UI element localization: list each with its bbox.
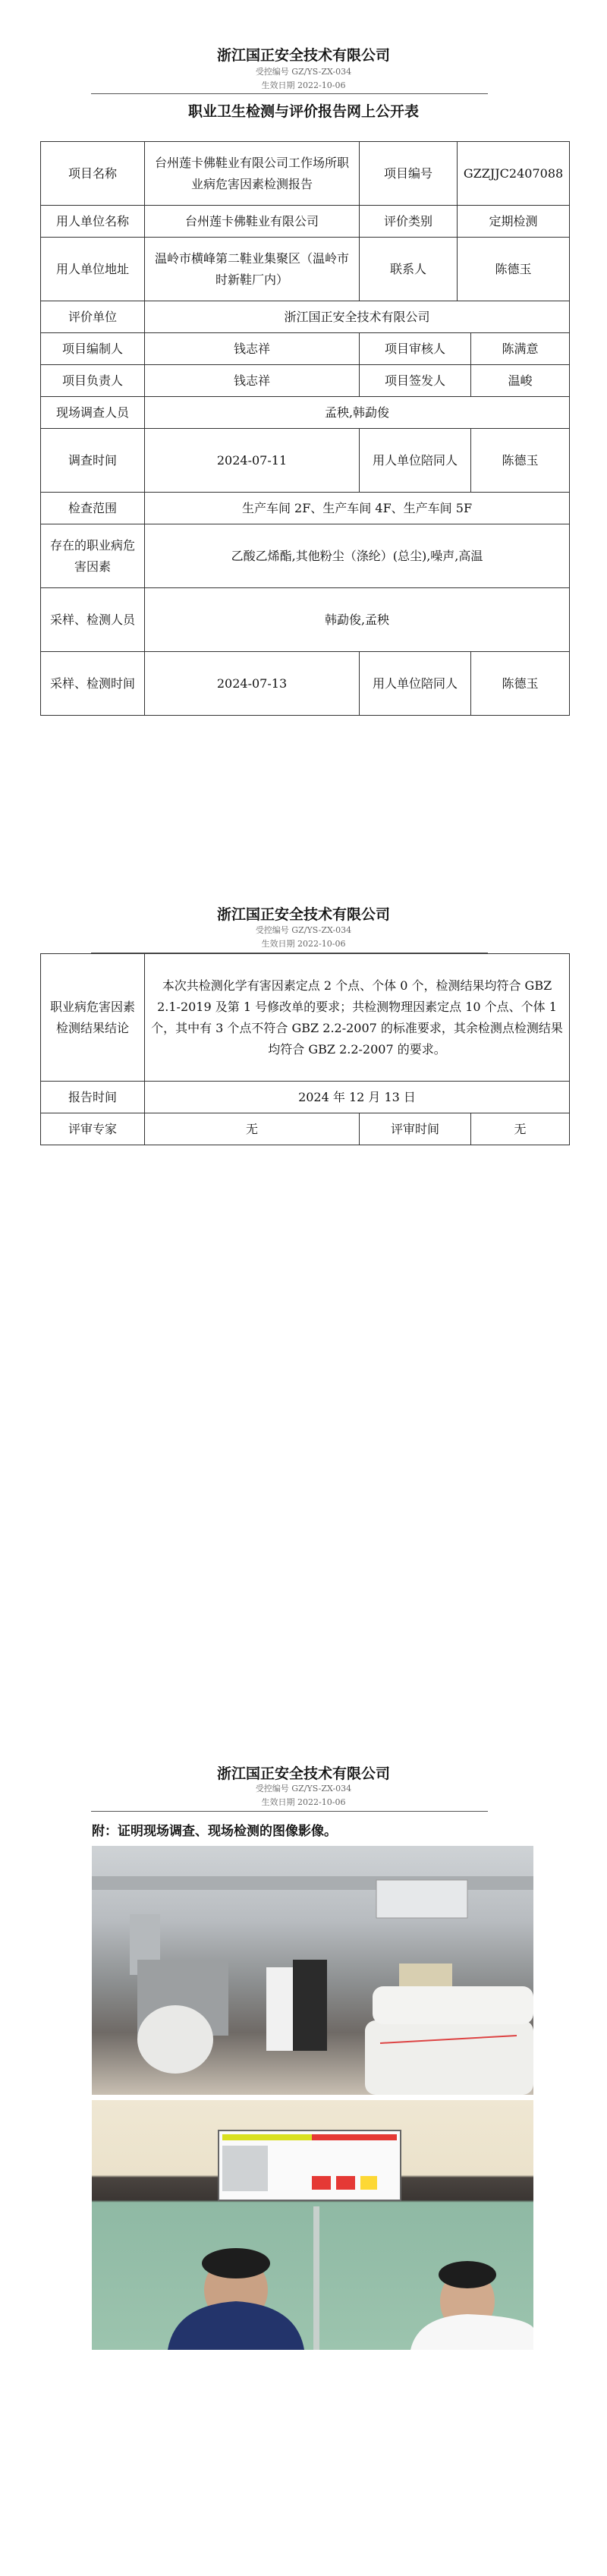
header-divider xyxy=(91,1811,488,1812)
sampling-escort: 陈德玉 xyxy=(471,652,570,716)
label: 项目编号 xyxy=(360,142,458,206)
hazards: 乙酸乙烯酯,其他粉尘（涤纶）(总尘),噪声,高温 xyxy=(145,524,570,588)
label: 用人单位地址 xyxy=(41,238,145,301)
label: 项目审核人 xyxy=(360,333,471,365)
samplers: 韩勐俊,孟秧 xyxy=(145,588,570,652)
project-name: 台州莲卡佛鞋业有限公司工作场所职业病危害因素检测报告 xyxy=(145,142,360,206)
reviewer: 陈满意 xyxy=(471,333,570,365)
disclosure-table xyxy=(40,141,570,716)
label: 评审时间 xyxy=(360,1113,471,1145)
label: 检查范围 xyxy=(41,493,145,524)
table-row xyxy=(41,652,570,716)
review-time: 无 xyxy=(471,1113,570,1145)
control-number: 受控编号 GZ/YS-ZX-034 xyxy=(255,925,352,935)
label: 用人单位名称 xyxy=(41,206,145,238)
issuer: 温峻 xyxy=(471,365,570,397)
table-row xyxy=(41,206,570,238)
compiler: 钱志祥 xyxy=(145,333,360,365)
company-name: 浙江国正安全技术有限公司 xyxy=(216,47,390,64)
header-divider xyxy=(91,93,488,94)
factory-scene-illustration xyxy=(92,1846,533,2095)
appendix-caption: 附：证明现场调查、现场检测的图像影像。 xyxy=(92,1824,337,1839)
label: 职业病危害因素检测结果结论 xyxy=(41,954,145,1082)
table-row xyxy=(41,142,570,206)
conclusion-table xyxy=(40,953,570,1145)
leader: 钱志祥 xyxy=(145,365,360,397)
label: 报告时间 xyxy=(41,1082,145,1113)
label: 现场调查人员 xyxy=(41,397,145,429)
employer: 台州莲卡佛鞋业有限公司 xyxy=(145,206,360,238)
effective-date: 生效日期 2022-10-06 xyxy=(261,1797,346,1807)
survey-time: 2024-07-11 xyxy=(145,429,360,493)
label: 项目负责人 xyxy=(41,365,145,397)
label: 用人单位陪同人 xyxy=(360,429,471,493)
table-row xyxy=(41,524,570,588)
table-row xyxy=(41,238,570,301)
label: 评审专家 xyxy=(41,1113,145,1145)
table-row xyxy=(41,301,570,333)
company-name: 浙江国正安全技术有限公司 xyxy=(216,1765,390,1782)
label: 存在的职业病危害因素 xyxy=(41,524,145,588)
table-row xyxy=(41,365,570,397)
label: 调查时间 xyxy=(41,429,145,493)
effective-date: 生效日期 2022-10-06 xyxy=(261,80,346,90)
effective-date: 生效日期 2022-10-06 xyxy=(261,939,346,949)
table-row xyxy=(41,1113,570,1145)
table-row xyxy=(41,493,570,524)
eval-type: 定期检测 xyxy=(458,206,570,238)
address: 温岭市横峰第二鞋业集聚区（温岭市时新鞋厂内） xyxy=(145,238,360,301)
company-name: 浙江国正安全技术有限公司 xyxy=(216,906,390,923)
label: 评价类别 xyxy=(360,206,458,238)
label: 采样、检测时间 xyxy=(41,652,145,716)
table-row xyxy=(41,397,570,429)
experts: 无 xyxy=(145,1113,360,1145)
table-row xyxy=(41,333,570,365)
site-inspection-photo xyxy=(92,2100,533,2350)
table-row xyxy=(41,429,570,493)
label: 项目编制人 xyxy=(41,333,145,365)
survey-escort: 陈德玉 xyxy=(471,429,570,493)
page-title: 职业卫生检测与评价报告网上公开表 xyxy=(187,103,419,120)
table-row xyxy=(41,1082,570,1113)
label: 项目签发人 xyxy=(360,365,471,397)
control-number: 受控编号 GZ/YS-ZX-034 xyxy=(255,67,352,77)
label: 项目名称 xyxy=(41,142,145,206)
project-number: GZZJJC2407088 xyxy=(458,142,570,206)
scope: 生产车间 2F、生产车间 4F、生产车间 5F xyxy=(145,493,570,524)
conclusion-text: 本次共检测化学有害因素定点 2 个点、个体 0 个，检测结果均符合 GBZ 2.1-2019 及第 1 号修改单的要求；共检测物理因素定点 10 个点、个体 1 个，其中有 3 个点不符合 GBZ 2.2-2007 的标准要求，其余检测点检测结果均符合 GBZ 2.2-2007 的要求。 xyxy=(145,954,570,1082)
table-row xyxy=(41,588,570,652)
control-number: 受控编号 GZ/YS-ZX-034 xyxy=(255,1784,352,1793)
site-survey-photo xyxy=(92,1846,533,2095)
label: 用人单位陪同人 xyxy=(360,652,471,716)
sampling-time: 2024-07-13 xyxy=(145,652,360,716)
report-time: 2024 年 12 月 13 日 xyxy=(145,1082,570,1113)
label: 采样、检测人员 xyxy=(41,588,145,652)
contact: 陈德玉 xyxy=(458,238,570,301)
table-row xyxy=(41,954,570,1082)
label: 评价单位 xyxy=(41,301,145,333)
label: 联系人 xyxy=(360,238,458,301)
surveyors: 孟秧,韩勐俊 xyxy=(145,397,570,429)
inspectors-illustration xyxy=(92,2100,533,2350)
eval-unit: 浙江国正安全技术有限公司 xyxy=(145,301,570,333)
